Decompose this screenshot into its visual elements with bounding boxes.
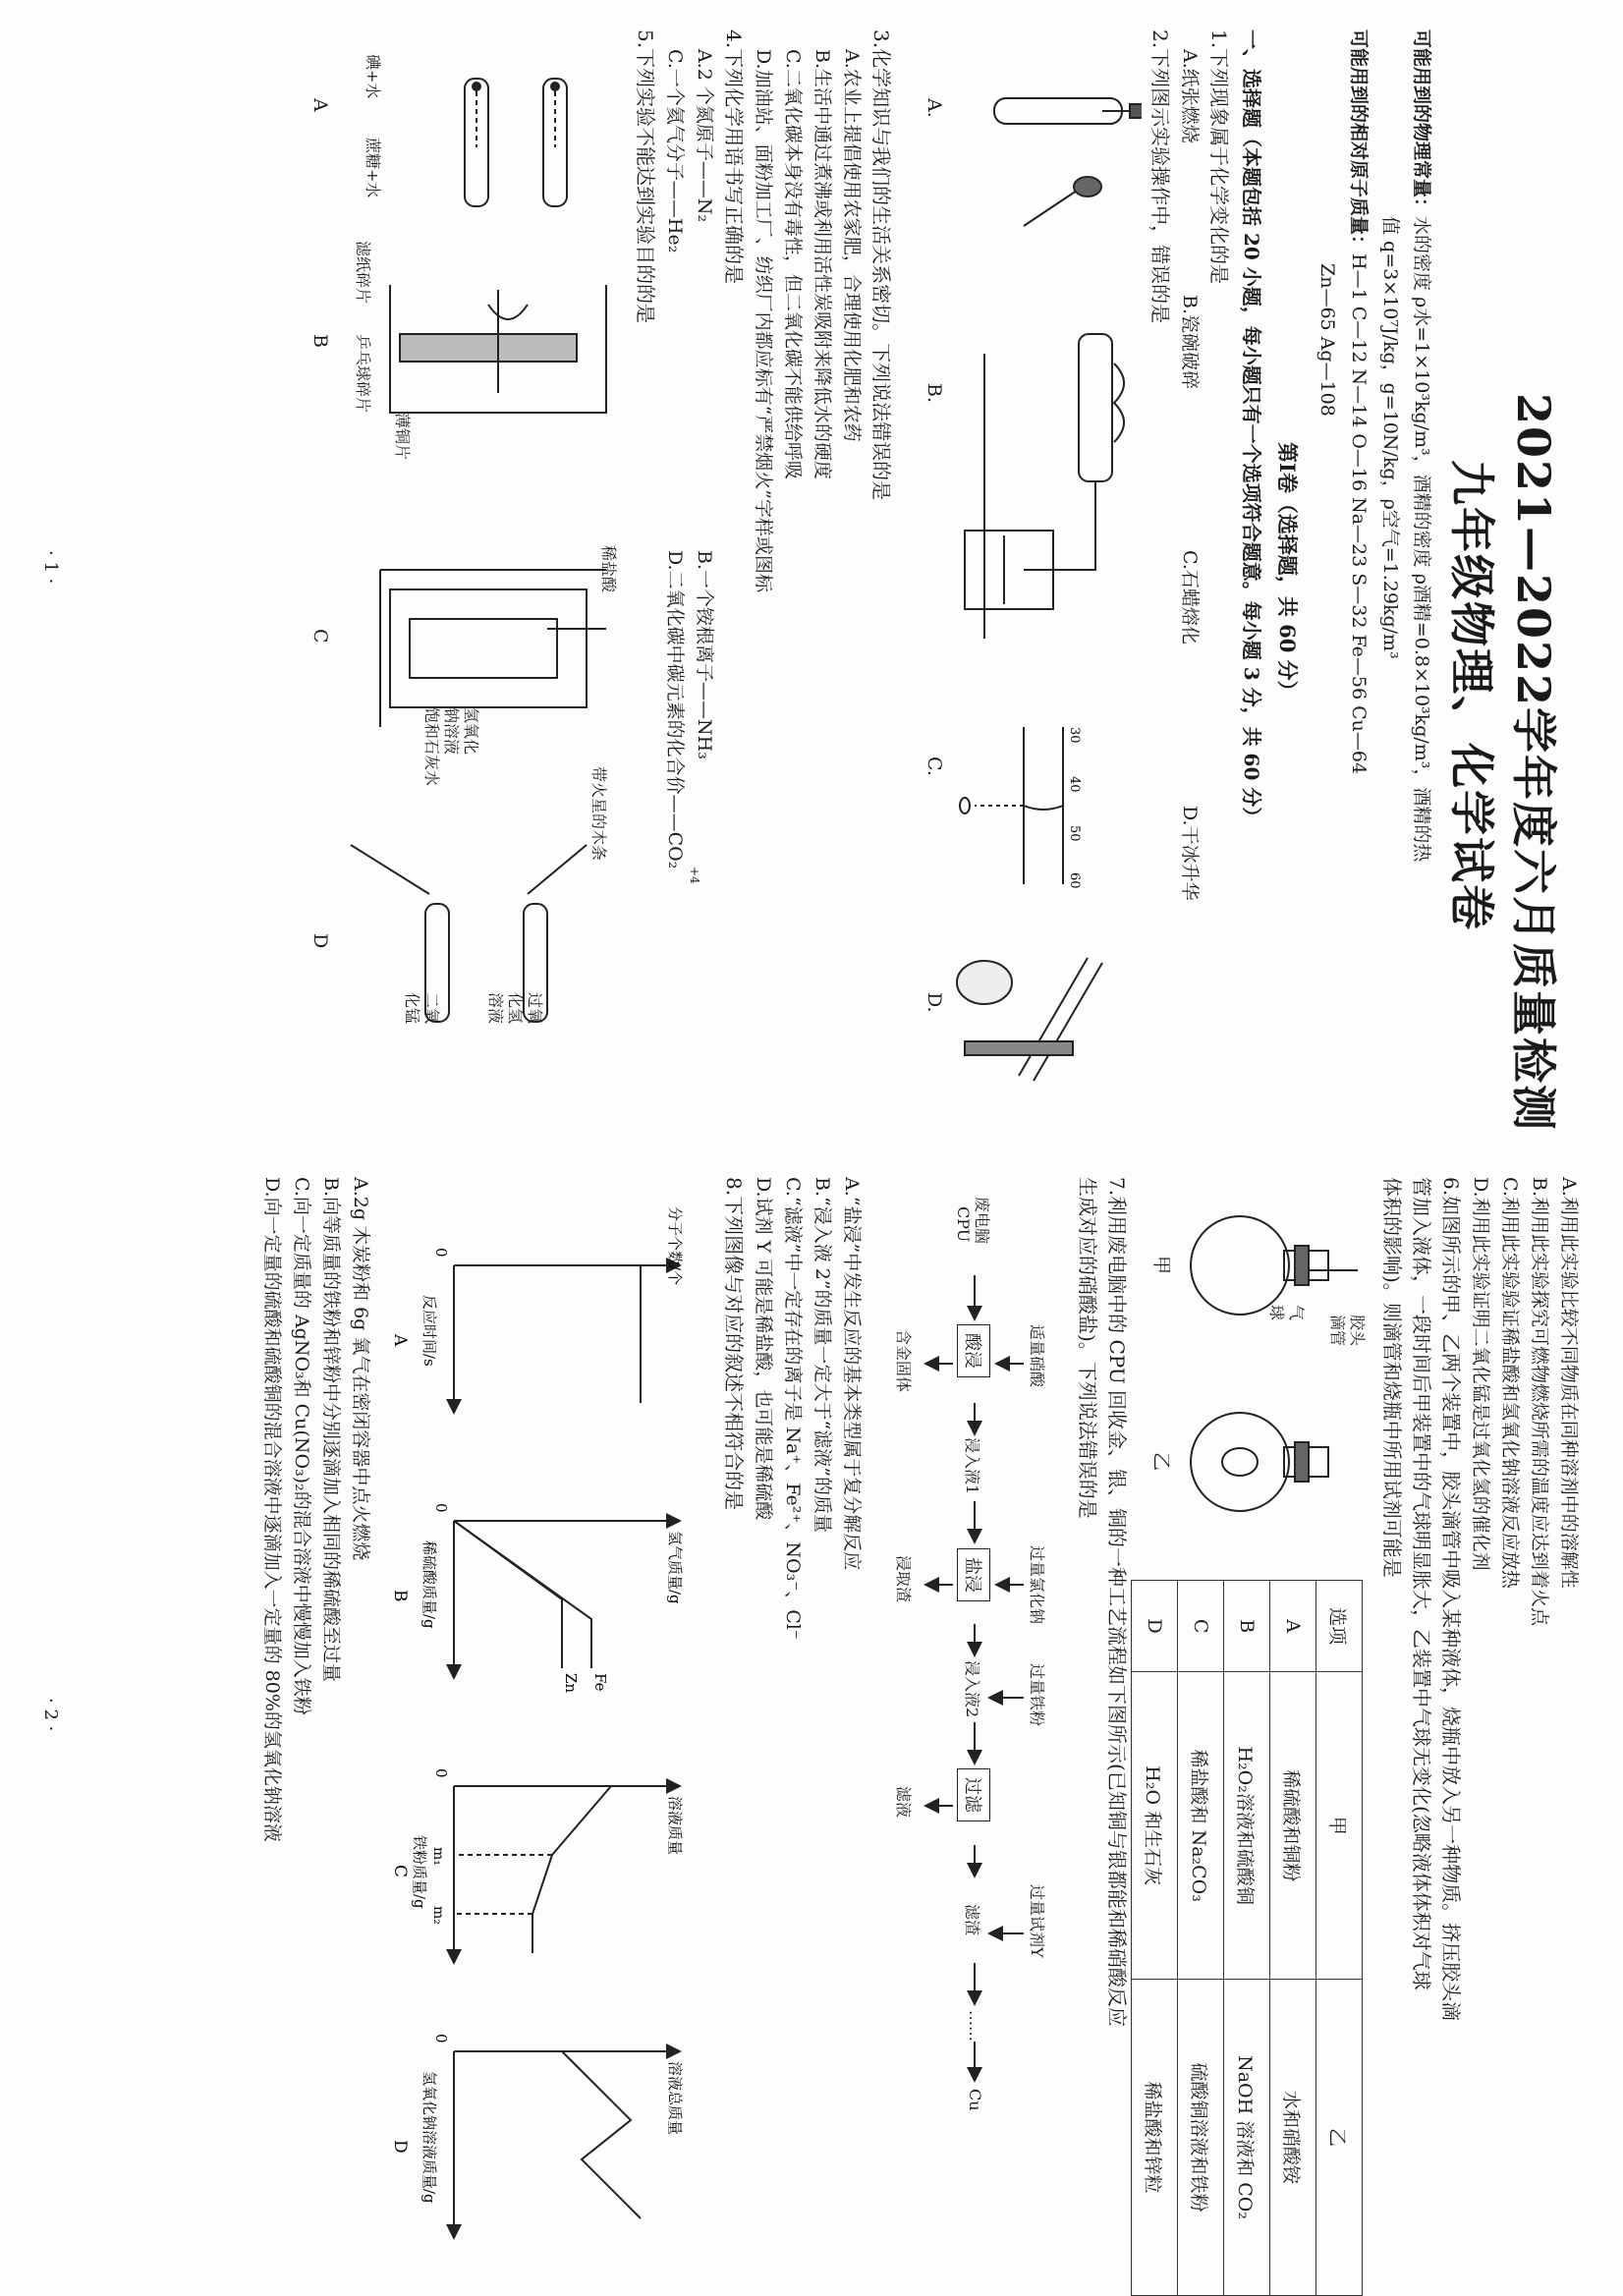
q8-c-tick-m1: m₁ [430, 1847, 446, 1866]
q5-b-label-pingpong: 乒乓球碎片 [354, 334, 372, 414]
q2-scale-mark: 40 [1067, 776, 1082, 793]
q8-b-series-fe: Fe [591, 1673, 609, 1692]
q4-option-d: D.二氧化碳中碳元素的化合价——CO₂ [664, 550, 686, 869]
q6-stem-line2: 管加入液体，一段时间后甲装置中的气球明显胀大，乙装置中气球无变化(忽略液体体积对气球 [1410, 1177, 1433, 1990]
table-cell: NaOH 溶液和 CO₂ [1224, 1980, 1270, 2296]
physics-constants-line1: 水的密度 ρ水=1×10³kg/m³，酒精的密度 ρ酒精=0.8×10³kg/m³，酒精的热 [1411, 216, 1432, 863]
physics-constants-label: 可能用到的物理常量： [1411, 29, 1432, 217]
q6-apparatus [1171, 1187, 1368, 1560]
q5-c-label-naoh-1: 氢氧化 [462, 707, 480, 756]
q8-d-label: D [390, 2140, 410, 2154]
q7-reagent-nitric: 适量硝酸 [1028, 1324, 1046, 1388]
page-number-1: · 1 · [40, 550, 61, 585]
q6-label-dropper-1: 胶头 [1348, 1315, 1367, 1347]
q6-options-table [1131, 1580, 1363, 2296]
chem-constants-label: 可能用到的相对原子质量： [1348, 29, 1370, 254]
q6-label-balloon-2: 球 [1267, 1305, 1286, 1321]
q8-c-xlabel: 铁粉质量/g [411, 1835, 428, 1909]
q5-fig-c-flask-setup [380, 570, 606, 727]
q7-reagent-nacl: 过量氯化钠 [1028, 1545, 1046, 1625]
q1-option-c: C.石蜡熔化 [1179, 550, 1201, 644]
q7-liquid-2: 浸入液2 [963, 1660, 981, 1718]
q7-flowchart [876, 1177, 1063, 2277]
q1-option-a: A.纸张燃烧 [1179, 49, 1201, 143]
table-header-cell: 乙 [1316, 1980, 1363, 2296]
q6-flask-yi [1191, 1413, 1328, 1511]
q8-c-ylabel: 溶液质量 [666, 1796, 684, 1856]
q5-d-label-splint: 带火星的木条 [589, 766, 608, 862]
q5-figures [311, 39, 626, 1120]
table-row [1178, 1581, 1224, 2296]
q5-c-label-hcl: 稀盐酸 [599, 545, 618, 593]
q6-label-yi: 乙 [1150, 1452, 1172, 1472]
q8-graph-c [454, 1786, 680, 1963]
q6-flask-jia [1191, 1216, 1358, 1315]
table-row [1224, 1581, 1270, 2296]
q8-b-origin: 0 [432, 1503, 450, 1513]
q2-scale-mark: 60 [1067, 872, 1082, 889]
q5-d-label-h2o2-2: 化氢 [506, 992, 525, 1025]
q7-step-filter: 过滤 [957, 1768, 990, 1821]
q8-c-origin: 0 [432, 1768, 450, 1778]
q5-label-b: B [309, 334, 331, 348]
q5-b-label-copper: 薄铜片 [393, 413, 412, 461]
q5-option-c: C.利用此实验验证稀盐酸和氢氧化钠溶液反应放热 [1499, 1177, 1521, 1589]
table-cell: A [1270, 1581, 1316, 1672]
q7-tail-cu: Cu [966, 2089, 984, 2111]
q5-d-label-h2o2-1: 过氧 [526, 992, 544, 1025]
q7-option-d: D.试剂 Y 可能是稀盐酸，也可能是稀硫酸 [753, 1177, 774, 1521]
q5-c-label-limewater: 饱和石灰水 [422, 707, 441, 787]
q6-stem-line3: 体积的影响)。则滴管和烧瓶中所用试剂可能是 [1380, 1177, 1404, 1578]
exam-subtitle: 九年级物理、化学试卷 [1445, 460, 1498, 931]
q1-option-d: D.干冰升华 [1179, 806, 1201, 901]
q8-b-series-zn: Zn [562, 1673, 580, 1694]
q5-d-label-h2o2-3: 溶液 [486, 992, 505, 1025]
q5-label-a: A [309, 98, 331, 112]
table-cell: 稀盐酸和锌粒 [1132, 1980, 1178, 2296]
chem-constants [1344, 29, 1373, 774]
table-header-cell: 甲 [1316, 1672, 1363, 1980]
q8-b-xlabel: 稀硫酸质量/g [420, 1540, 438, 1629]
q5-option-d: D.利用此实验证明二氧化锰是过氧化氢的催化剂 [1470, 1177, 1491, 1571]
q7-tail-ellipsis: …… [966, 2010, 984, 2042]
q3-option-d: D.加油站、面粉加工厂、纺织厂内都应标有“严禁烟火”字样或图标 [753, 49, 774, 593]
q2-label-a: A. [923, 98, 945, 118]
q7-option-c: C.“滤液”中一定存在的离子是 Na⁺、Fe²⁺、NO₃⁻、Cl⁻ [782, 1177, 804, 1640]
q8-graph-a [454, 1265, 680, 1413]
table-cell: 稀硫酸和铜粉 [1270, 1672, 1316, 1980]
q5-a-label-iodine: 碘+水 [364, 54, 382, 99]
q3-option-b: B.生活中通过煮沸或利用活性炭吸附来降低水的硬度 [812, 49, 833, 480]
q2-stem: 2.下列图示实验操作中，错误的是 [1148, 29, 1172, 324]
q7-reagent-iron: 过量铁粉 [1028, 1663, 1046, 1727]
q8-graph-b [454, 1521, 680, 1678]
q4-option-c: C.一个氦气分子——He₂ [664, 49, 686, 253]
q2-fig-d-heating-tube [957, 958, 1102, 1081]
table-cell: 硫酸铜溶液和铁粉 [1178, 1980, 1224, 2296]
q2-fig-b-airtight-check [965, 334, 1124, 639]
q5-stem: 5.下列实验不能达到实验目的的是 [634, 29, 657, 324]
q7-residue-leach: 浸取渣 [894, 1555, 913, 1603]
q2-label-d: D. [923, 992, 945, 1013]
q6-stem-line1: 6.如图所示的甲、乙两个装置中，胶头滴管中吸入某种液体，烧瓶中放入另一种物质。挤压胶头滴 [1439, 1177, 1463, 2022]
q7-step-acid-leach: 酸浸 [957, 1324, 990, 1377]
q8-d-origin: 0 [432, 2034, 450, 2044]
q7-liquid-1: 浸入液1 [963, 1437, 981, 1495]
exam-title: 2021—2022学年度六月质量检测 [1507, 393, 1560, 1133]
q5-option-b: B.利用此实验探究可燃物燃烧所需的温度应达到着火点 [1529, 1177, 1550, 1627]
q6-label-balloon-1: 气 [1287, 1305, 1306, 1321]
q5-b-label-filter-paper: 滤纸碎片 [354, 241, 372, 305]
q8-a-xlabel: 反应时间/s [420, 1295, 438, 1367]
q5-d-label-mno2-2: 化锰 [403, 992, 421, 1025]
q4-option-b: B.一个铵根离子——NH₃ [694, 550, 715, 759]
q3-stem: 3.化学知识与我们的生活关系密切。下列说法错误的是 [869, 29, 893, 501]
q8-d-ylabel: 溶液总质量 [666, 2061, 684, 2136]
q5-c-label-naoh-2: 钠溶液 [442, 707, 461, 756]
q7-residue-filter-cake: 滤渣 [963, 1904, 981, 1936]
q1-option-b: B.瓷碗破碎 [1179, 295, 1201, 390]
table-row [1316, 1581, 1363, 2296]
q8-c-label: C [390, 1865, 410, 1878]
q2-scale-mark: 30 [1067, 727, 1082, 744]
q8-b-ylabel: 氢气质量/g [666, 1531, 684, 1604]
q8-option-c: C.向一定质量的 AgNO₃和 Cu(NO₃)₂的混合溶液中慢慢加入铁粉 [291, 1177, 312, 1715]
q8-graph-d [454, 2051, 680, 2238]
section-title: 第Ⅰ卷（选择题，共 60 分） [1275, 442, 1300, 701]
chem-constants-line2: Zn—65 Ag—108 [1316, 263, 1338, 417]
q8-d-curve [562, 2051, 641, 2218]
table-cell: D [1132, 1581, 1178, 1672]
chem-constants-line1: H—1 C—12 N—14 O—16 Na—23 S—32 Fe—56 Cu—64 [1348, 253, 1370, 775]
q8-b-curve-zn [454, 1521, 562, 1668]
table-cell: 稀盐酸和 Na₂CO₃ [1178, 1672, 1224, 1980]
q5-label-c: C [309, 629, 331, 644]
q8-option-b: B.向等质量的铁粉和锌粉中分别逐滴加入相同的稀硫酸至过量 [320, 1177, 342, 1683]
physics-constants-line2: 值 q=3×10⁷J/kg，g=10N/kg，ρ空气=1.29kg/m³ [1379, 216, 1401, 659]
table-cell: B [1224, 1581, 1270, 1672]
q7-source-2: CPU [954, 1206, 973, 1243]
q6-label-dropper-2: 滴管 [1328, 1315, 1347, 1347]
table-cell: 水和硝酸铵 [1270, 1980, 1316, 2296]
q7-residue-filtrate: 滤液 [894, 1786, 913, 1819]
section-intro: 一、选择题（本题包括 20 小题，每小题只有一个选项符合题意。每小题 3 分，共 60 分） [1240, 29, 1263, 827]
q2-label-b: B. [923, 383, 945, 404]
q5-fig-b-copper-sheet [390, 285, 606, 413]
exam-page-2 [0, 1148, 1623, 2296]
table-cell: H₂O₂溶液和硫酸铜 [1224, 1672, 1270, 1980]
q5-fig-d-splint-tubes [351, 845, 587, 1025]
q7-option-b: B.“浸入液 2”的质量一定大于“滤液”的质量 [812, 1177, 833, 1533]
q8-option-a: A.2g 木炭粉和 6g 氧气在密闭容器中点火燃烧 [350, 1177, 371, 1561]
q2-figures [945, 39, 1142, 1120]
q7-stem-line1: 7.利用废电脑中的 CPU 回收金、银、铜的一种工艺流程如下图所示(已知铜与银都能和稀硝酸反应 [1105, 1177, 1129, 2027]
q7-reagent-y: 过量试剂Y [1028, 1884, 1046, 1958]
q4-option-a: A.2 个氮原子——N₂ [694, 49, 715, 223]
q8-c-curve [532, 1786, 611, 1953]
q5-label-d: D [309, 933, 331, 949]
physics-constants [1407, 29, 1436, 862]
page-number-2: · 2 · [40, 1698, 61, 1732]
q8-a-origin: 0 [432, 1248, 450, 1258]
q3-option-c: C.二氧化碳本身没有毒性，但二氧化碳不能供给呼吸 [782, 49, 804, 479]
q3-option-a: A.农业上提倡使用农家肥，合理使用化肥和农药 [841, 49, 863, 442]
q1-stem: 1.下列现象属于化学变化的是 [1207, 29, 1231, 285]
q5-fig-a-two-tubes [465, 79, 567, 206]
table-header-cell: 选项 [1316, 1581, 1363, 1672]
q7-step-salt-leach: 盐浸 [957, 1548, 990, 1601]
q2-fig-a-dropper-tube [994, 98, 1142, 226]
q8-graphs [385, 1187, 709, 2268]
q7-stem-line2: 生成对应的硝酸盐)。下列说法错误的是 [1076, 1177, 1099, 1519]
q4-valence-mark: +4 [688, 867, 701, 884]
q8-option-d: D.向一定量的硫酸和硫酸铜的混合溶液中逐滴加入一定量的 80%的氢氧化钠溶液 [261, 1177, 283, 1842]
q7-residue-gold: 含金固体 [894, 1329, 913, 1393]
q8-a-ylabel: 分子个数/个 [666, 1206, 684, 1286]
table-row [1132, 1581, 1178, 2296]
table-cell: H₂O 和生石灰 [1132, 1672, 1178, 1980]
table-cell: C [1178, 1581, 1224, 1672]
table-row [1270, 1581, 1316, 2296]
q7-option-a: A.“盐浸”中发生反应的基本类型属于复分解反应 [841, 1177, 863, 1571]
q2-fig-c-cylinder-reading [960, 727, 1063, 884]
q8-d-xlabel: 氢氧化钠溶液质量/g [420, 2071, 438, 2204]
q7-source-1: 废电脑 [973, 1197, 991, 1245]
q8-c-tick-m2: m₂ [430, 1906, 446, 1925]
q8-b-curve-fe [454, 1521, 591, 1668]
q8-b-label: B [390, 1590, 410, 1602]
q5-d-label-mno2-1: 二氧 [422, 992, 441, 1025]
q8-stem: 8.下列图像与对应的叙述不相符合的是 [722, 1177, 746, 1511]
q8-a-label: A [390, 1334, 410, 1347]
q5-option-a: A.利用此实验比较不同物质在同种溶剂中的溶解性 [1558, 1177, 1580, 1589]
q6-label-jia: 甲 [1150, 1256, 1172, 1275]
q4-stem: 4.下列化学用语书写正确的是 [722, 29, 746, 285]
q2-label-c: C. [923, 756, 945, 776]
q5-a-label-sucrose: 蔗糖+水 [364, 138, 382, 198]
q2-scale-mark: 50 [1067, 825, 1082, 842]
